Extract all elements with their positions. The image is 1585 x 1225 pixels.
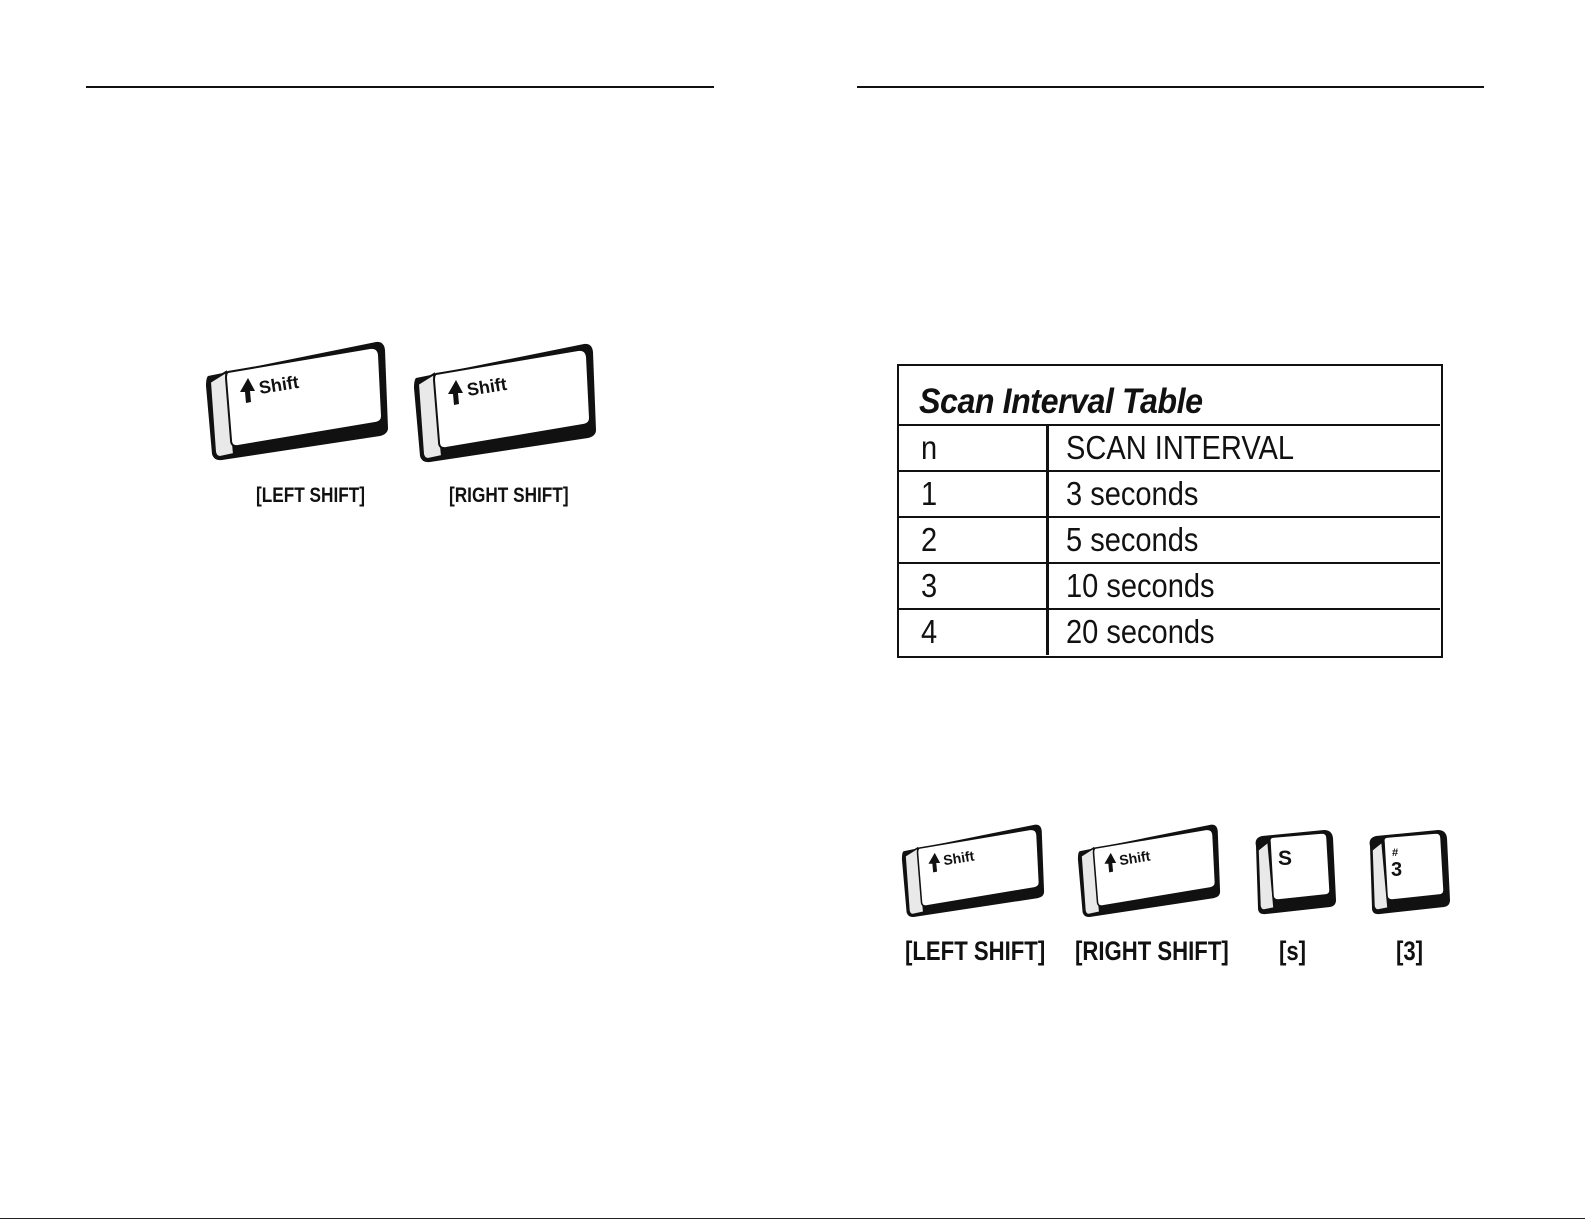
svg-text:#: #: [1392, 847, 1399, 859]
key-label-right-shift: [RIGHT SHIFT]: [449, 484, 569, 507]
svg-text:3: 3: [1391, 859, 1403, 881]
s-key-icon: [1252, 828, 1338, 918]
scan-interval-table: [897, 364, 1443, 658]
header-rule-right: [857, 86, 1484, 88]
row-n: 4: [921, 613, 938, 650]
header-n: n: [921, 429, 938, 466]
table-title: Scan Interval Table: [919, 382, 1203, 421]
row-interval: 20 seconds: [1066, 613, 1215, 650]
row-interval: 10 seconds: [1066, 567, 1215, 604]
row-n: 3: [921, 567, 938, 604]
key-label-left-shift: [LEFT SHIFT]: [256, 484, 366, 507]
row-interval: 5 seconds: [1066, 521, 1199, 558]
row-n: 1: [921, 475, 938, 512]
key-label-3: [3]: [1396, 936, 1424, 966]
key-label-right-shift: [RIGHT SHIFT]: [1075, 936, 1229, 966]
table-row: [899, 562, 1440, 608]
table-row: [899, 470, 1440, 516]
svg-text:S: S: [1278, 847, 1293, 870]
key-label-s: [s]: [1279, 936, 1307, 966]
header-scan-interval: SCAN INTERVAL: [1066, 429, 1295, 466]
3-key-icon: [1366, 828, 1452, 918]
row-n: 2: [921, 521, 938, 558]
left-shift-key-icon: [898, 820, 1048, 920]
svg-text:Shift: Shift: [257, 371, 301, 398]
key-label-left-shift: [LEFT SHIFT]: [905, 936, 1046, 966]
svg-text:Shift: Shift: [465, 373, 509, 400]
row-interval: 3 seconds: [1066, 475, 1199, 512]
header-rule-left: [86, 86, 714, 88]
svg-text:Shift: Shift: [942, 847, 976, 869]
table-header-row: [899, 424, 1440, 470]
table-row: [899, 516, 1440, 562]
right-shift-key-icon: [1074, 820, 1224, 920]
table-row: [899, 608, 1440, 654]
svg-text:Shift: Shift: [1118, 847, 1152, 869]
left-shift-key-icon: [204, 336, 390, 464]
right-shift-key-icon: [412, 338, 598, 466]
footer-rule: [0, 1218, 1585, 1219]
